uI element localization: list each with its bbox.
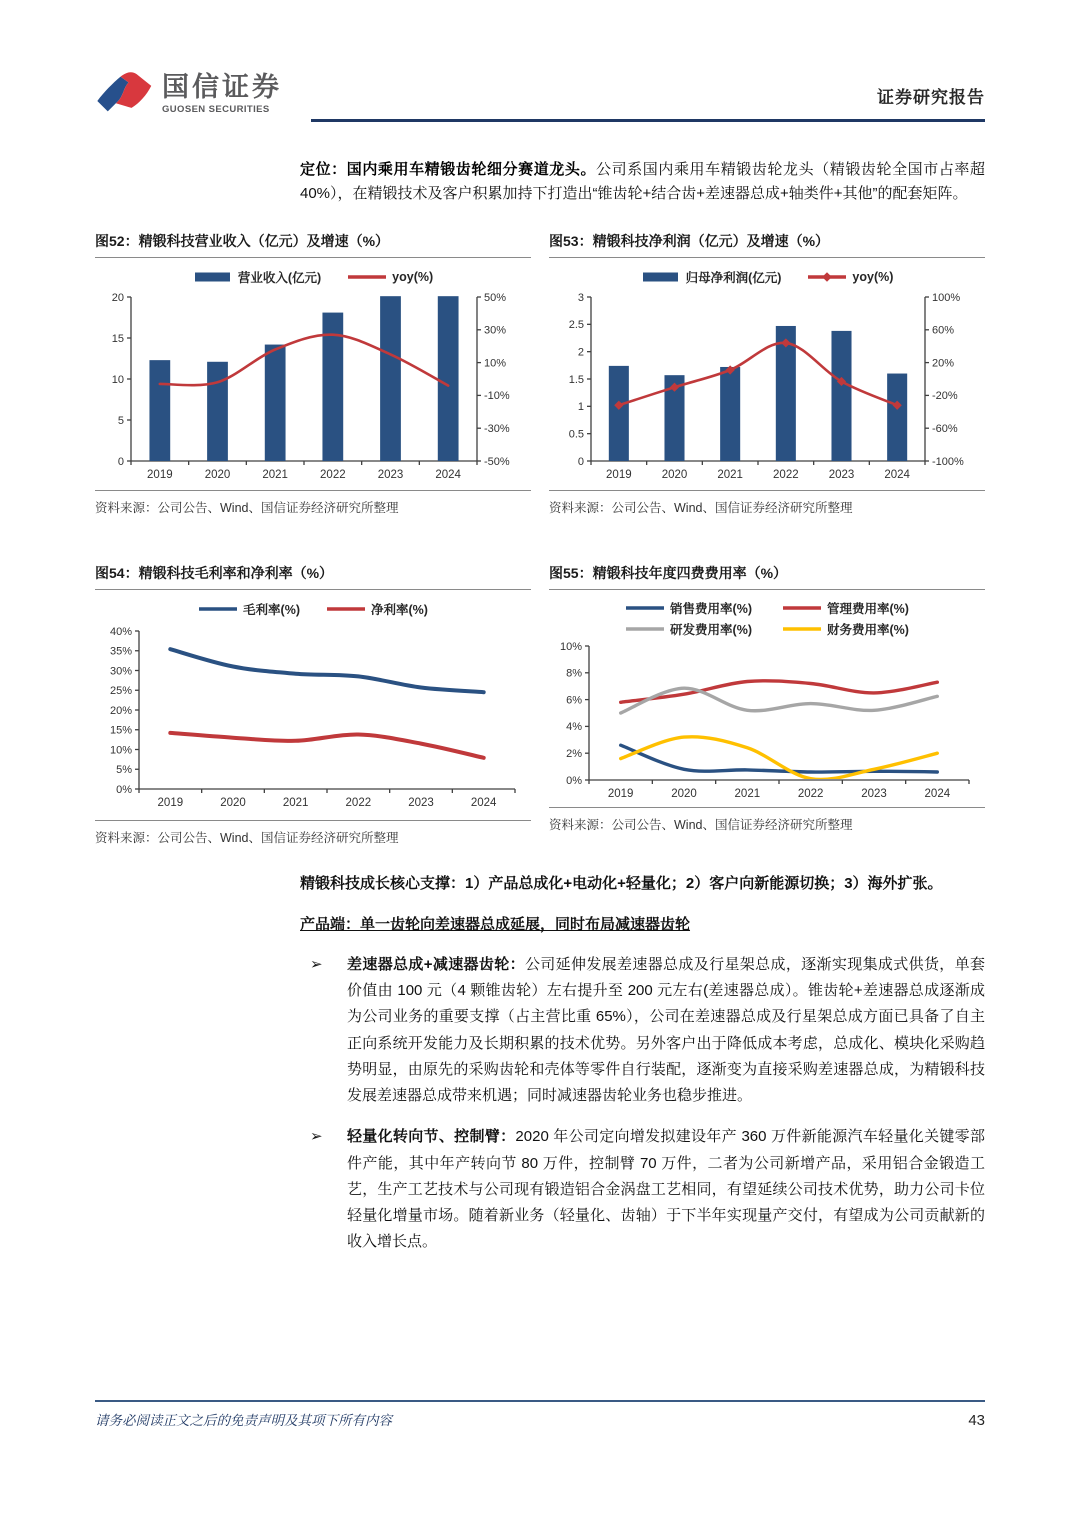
svg-text:2022: 2022 [320, 469, 346, 481]
svg-text:2019: 2019 [607, 788, 634, 800]
svg-text:2021: 2021 [717, 469, 743, 481]
bullet-body: 2020 年公司定向增发拟建设年产 360 万件新能源汽车轻量化关键零部件产能，其中年产转向节 80 万件，控制臂 70 万件，二者为公司新增产品，采用铝合金锻造工艺，生产工艺技术与公司现有锻造铝合金涡盘工艺相同，有望延续公司技术优势，助力公司卡位轻量化增量市场。随着新业务（轻量化、齿轴）于下半年实现量产交付，有望成为公司贡献新的收入增长点。 [347, 1128, 985, 1251]
line-series [170, 733, 483, 758]
figure-source: 资料来源：公司公告、Wind、国信证券经济研究所整理 [95, 490, 531, 516]
svg-text:2020: 2020 [204, 469, 231, 481]
figure-source: 资料来源：公司公告、Wind、国信证券经济研究所整理 [549, 807, 985, 833]
chart-canvas [95, 289, 531, 487]
svg-text:2023: 2023 [408, 797, 434, 809]
legend-label: yoy(%) [392, 270, 434, 284]
logo-name-cn: 国信证券 [162, 72, 282, 103]
svg-text:-50%: -50% [484, 455, 510, 468]
line-series [160, 335, 448, 386]
svg-text:30%: 30% [109, 665, 132, 678]
svg-text:5: 5 [117, 414, 124, 427]
legend-item [782, 620, 909, 638]
svg-text:2024: 2024 [884, 469, 910, 481]
legend-label: 归母净利润(亿元) [685, 271, 782, 285]
bullet-text [347, 952, 985, 1110]
svg-text:10%: 10% [484, 357, 507, 370]
svg-text:1: 1 [577, 401, 584, 414]
svg-text:4%: 4% [566, 721, 582, 734]
bullet-arrow-icon: ➢ [310, 1128, 323, 1146]
svg-text:10%: 10% [109, 744, 132, 757]
figure-source: 资料来源：公司公告、Wind、国信证券经济研究所整理 [95, 820, 531, 846]
figures-grid [95, 230, 985, 846]
legend-item [641, 268, 782, 286]
svg-text:15%: 15% [109, 724, 132, 737]
svg-text:2024: 2024 [470, 797, 497, 809]
svg-text:2024: 2024 [924, 788, 951, 800]
chart-legend [549, 267, 985, 287]
line-series [621, 745, 938, 772]
figure-caption: 图53：精锻科技净利润（亿元）及增速（%） [549, 230, 985, 258]
margin-chart [95, 621, 531, 817]
line-series [619, 343, 897, 405]
chart-canvas [95, 621, 531, 817]
logo-name-en: GUOSEN SECURITIES [162, 103, 270, 115]
legend-item [807, 270, 893, 284]
svg-text:2024: 2024 [435, 469, 461, 481]
svg-text:25%: 25% [109, 685, 132, 698]
legend-label: 财务费用率(%) [827, 623, 909, 637]
chart-legend [95, 599, 531, 619]
svg-text:-20%: -20% [932, 390, 958, 403]
svg-text:6%: 6% [566, 694, 582, 707]
product-section-heading: 产品端：单一齿轮向差速器总成延展，同时布局减速器齿轮 [300, 915, 691, 933]
figure-53-net-profit [549, 230, 985, 516]
svg-text:2023: 2023 [377, 469, 404, 481]
legend-label: 销售费用率(%) [670, 602, 752, 616]
svg-text:2020: 2020 [671, 788, 697, 800]
guosen-logo [95, 70, 311, 122]
footer-disclaimer: 请务必阅读正文之后的免责声明及其项下所有内容 [95, 1413, 392, 1428]
page-footer [95, 1400, 985, 1429]
bullet-text [347, 1124, 985, 1255]
svg-text:20%: 20% [932, 357, 955, 370]
chart-legend [95, 267, 531, 287]
svg-text:2019: 2019 [606, 469, 632, 481]
legend-line-swatch [625, 601, 665, 615]
legend-line-swatch [782, 601, 822, 615]
legend-item [782, 599, 909, 617]
svg-text:-100%: -100% [932, 455, 964, 468]
legend-label: 研发费用率(%) [670, 623, 752, 637]
legend-line-swatch [326, 602, 366, 616]
svg-text:2021: 2021 [282, 797, 309, 809]
svg-text:20: 20 [111, 291, 124, 304]
legend-line-swatch [347, 270, 387, 284]
figure-52-revenue [95, 230, 531, 516]
svg-text:50%: 50% [484, 291, 507, 304]
legend-item [347, 270, 433, 284]
svg-text:40%: 40% [109, 625, 132, 638]
svg-text:2023: 2023 [828, 469, 855, 481]
legend-line-swatch [782, 622, 822, 636]
svg-text:8%: 8% [566, 667, 582, 680]
figure-54-margins [95, 562, 531, 846]
chart-legend [549, 599, 985, 638]
svg-text:-30%: -30% [484, 423, 510, 435]
legend-label: 营业收入(亿元) [237, 271, 322, 285]
svg-text:100%: 100% [932, 291, 961, 304]
figure-caption: 图55：精锻科技年度四费费用率（%） [549, 562, 985, 590]
svg-text:35%: 35% [109, 645, 132, 658]
legend-label: 毛利率(%) [243, 603, 300, 617]
legend-item [198, 600, 300, 618]
core-support-paragraph: 精锻科技成长核心支撑：1）产品总成化+电动化+轻量化；2）客户向新能源切换；3）海外扩张。 [300, 875, 943, 892]
svg-text:2021: 2021 [262, 469, 288, 481]
svg-text:-60%: -60% [932, 423, 958, 435]
bullet-body: 公司延伸发展差速器总成及行星架总成，逐渐实现集成式供货，单套价值由 100 元（4 颗锥齿轮）左右提升至 200 元左右(差速器总成）。锥齿轮+差速器总成逐渐成为公司业务的重要支撑（占主营比重 65%），公司在差速器总成及行星架总成方面已具备了自主正向系统开发能力及长期积累的技术优势。另外客户出于降低成本考虑，总成化、模块化采购趋势明显，由原先的采购齿轮和壳体等零件自行装配，逐渐变为直接采购差速器总成，为精锻科技发展差速器总成带来机遇；同时减速器齿轮业务也稳步推进。 [347, 955, 985, 1104]
svg-text:2020: 2020 [220, 797, 246, 809]
bullet-lightweight-parts [310, 1124, 985, 1255]
legend-bar-swatch [641, 270, 681, 284]
guosen-logo-icon [95, 70, 153, 118]
legend-label: 净利率(%) [371, 603, 428, 617]
svg-text:30%: 30% [484, 324, 507, 337]
svg-text:0: 0 [117, 455, 124, 468]
bullet-differential-assembly [310, 952, 985, 1110]
svg-text:2%: 2% [566, 748, 582, 760]
figure-caption: 图54：精锻科技毛利率和净利率（%） [95, 562, 531, 590]
line-series [170, 649, 483, 692]
legend-item [193, 268, 321, 286]
svg-text:60%: 60% [932, 324, 955, 337]
expense-ratio-chart [549, 640, 985, 804]
bullet-arrow-icon: ➢ [310, 955, 323, 973]
svg-text:15: 15 [111, 332, 124, 345]
bar-series [149, 296, 458, 461]
svg-text:-10%: -10% [484, 390, 510, 403]
revenue-growth-chart [95, 289, 531, 487]
svg-text:2022: 2022 [797, 788, 824, 800]
svg-text:0%: 0% [116, 783, 132, 796]
intro-body: 公司系国内乘用车精锻齿轮龙头（精锻齿轮全国市占率超 40%），在精锻技术及客户积累加持下打造出“锥齿轮+结合齿+差速器总成+轴类件+其他”的配套矩阵。 [300, 161, 985, 202]
chart-canvas [549, 640, 985, 804]
legend-line-swatch [625, 622, 665, 636]
svg-text:0%: 0% [566, 774, 582, 787]
svg-text:2: 2 [577, 346, 584, 359]
svg-text:0: 0 [577, 455, 584, 468]
page-header [95, 70, 985, 122]
svg-text:5%: 5% [116, 764, 132, 777]
svg-text:1.5: 1.5 [568, 373, 584, 386]
svg-text:2022: 2022 [773, 469, 799, 481]
svg-text:2020: 2020 [661, 469, 688, 481]
legend-bar-swatch [193, 270, 233, 284]
chart-canvas [549, 289, 985, 487]
legend-item [326, 600, 428, 618]
svg-text:0.5: 0.5 [568, 428, 584, 441]
bullet-lead: 轻量化转向节、控制臂： [347, 1128, 516, 1146]
line-series [621, 737, 938, 780]
svg-text:10: 10 [111, 373, 124, 386]
net-profit-growth-chart [549, 289, 985, 487]
figure-caption: 图52：精锻科技营业收入（亿元）及增速（%） [95, 230, 531, 258]
intro-paragraph [300, 158, 985, 206]
legend-item [625, 599, 752, 617]
report-type-label: 证券研究报告 [877, 88, 985, 107]
svg-text:2019: 2019 [147, 469, 173, 481]
svg-text:20%: 20% [109, 704, 132, 717]
svg-text:2023: 2023 [861, 788, 887, 800]
page-number: 43 [968, 1412, 985, 1429]
legend-item [625, 620, 752, 638]
svg-text:2019: 2019 [157, 797, 184, 809]
figure-55-expense-ratios [549, 562, 985, 846]
svg-text:2.5: 2.5 [568, 319, 584, 332]
legend-line-swatch [198, 602, 238, 616]
logo-text [162, 73, 282, 114]
intro-lead: 定位：国内乘用车精锻齿轮细分赛道龙头。 [300, 161, 597, 178]
svg-text:3: 3 [577, 291, 584, 304]
bullet-lead: 差速器总成+减速器齿轮： [347, 955, 525, 973]
legend-line-swatch [807, 270, 847, 284]
legend-label: yoy(%) [852, 270, 894, 284]
header-rule [311, 83, 985, 122]
figure-source: 资料来源：公司公告、Wind、国信证券经济研究所整理 [549, 490, 985, 516]
svg-text:2022: 2022 [345, 797, 372, 809]
legend-label: 管理费用率(%) [827, 602, 909, 616]
svg-text:10%: 10% [559, 640, 582, 653]
svg-text:2021: 2021 [734, 788, 761, 800]
